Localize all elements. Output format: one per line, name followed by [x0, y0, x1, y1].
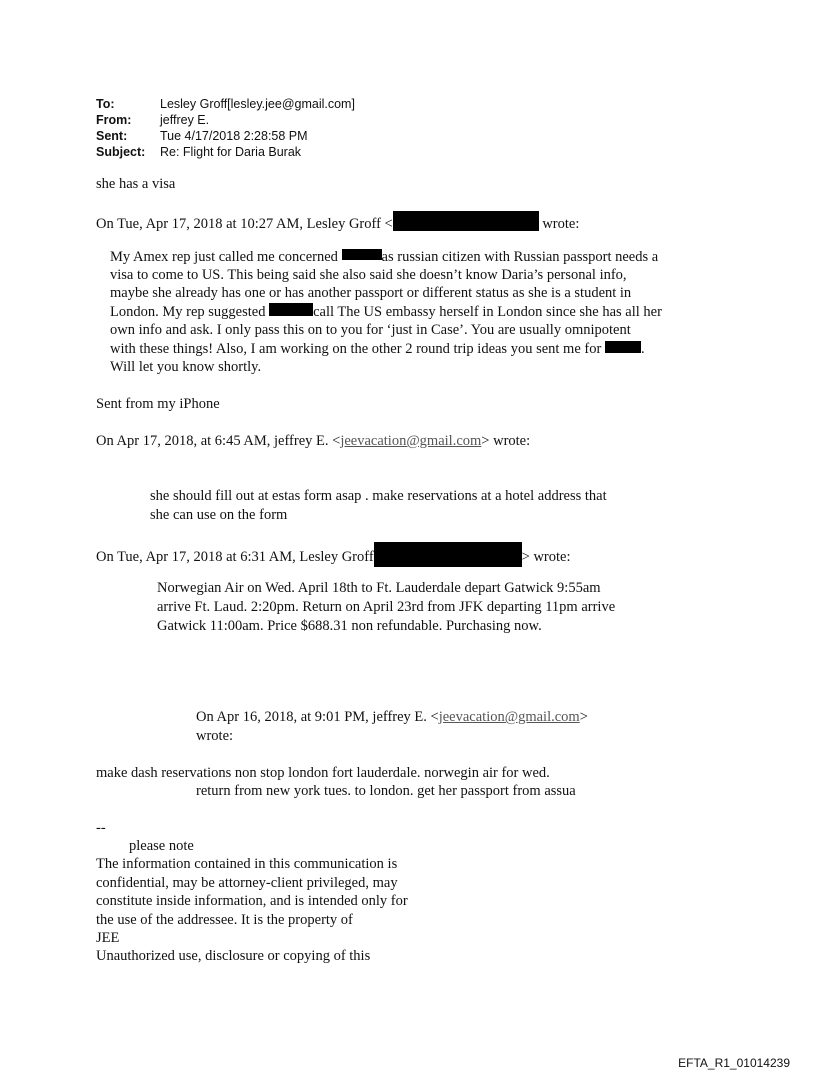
quote2-header — [96, 432, 530, 451]
redaction-block — [374, 542, 522, 567]
signature-line: Unauthorized use, disclosure or copying of this — [96, 948, 371, 964]
quote3-header — [96, 542, 571, 567]
redaction-block — [269, 303, 313, 316]
quote1-line — [110, 303, 662, 322]
quote1-line: own info and ask. I only pass this on to you for ‘just in Case’. You are usually omnipotent — [110, 322, 631, 338]
quote1-line — [110, 340, 645, 359]
quote1-text: My Amex rep just called me concerned — [110, 249, 338, 265]
from-value: jeffrey E. — [160, 113, 210, 127]
signature-line: the use of the addressee. It is the property of — [96, 912, 353, 928]
quote1-line: Will let you know shortly. — [110, 359, 262, 375]
email-header — [96, 96, 355, 160]
quote4-header — [196, 708, 588, 727]
sent-from-text: Sent from my iPhone — [96, 396, 220, 412]
quote4-header-wrote: wrote: — [196, 728, 234, 744]
quote1-text: with these things! Also, I am working on the other 2 round trip ideas you sent me for — [110, 341, 602, 357]
redaction-block — [605, 341, 641, 353]
quote1-header — [96, 211, 579, 234]
quote1-text: as russian citizen with Russian passport needs a — [381, 249, 659, 265]
quote4-line: return from new york tues. to london. get her passport from assua — [196, 783, 576, 799]
quote2-header-text: On Apr 17, 2018, at 6:45 AM, jeffrey E. < — [96, 433, 341, 449]
quote4-line: make dash reservations non stop london fort lauderdale. norwegin air for wed. — [96, 765, 550, 781]
subject-value: Re: Flight for Daria Burak — [160, 145, 302, 159]
signature-separator: -- — [96, 820, 106, 836]
to-label: To: — [96, 97, 115, 111]
quote3-line: arrive Ft. Laud. 2:20pm. Return on April 23rd from JFK departing 11pm arrive — [157, 599, 616, 615]
email-link[interactable]: jeevacation@gmail.com — [340, 433, 482, 449]
bates-number: EFTA_R1_01014239 — [678, 1056, 790, 1070]
redaction-block — [342, 249, 382, 260]
sent-value: Tue 4/17/2018 2:28:58 PM — [160, 129, 308, 143]
quote3-line: Norwegian Air on Wed. April 18th to Ft. Lauderdale depart Gatwick 9:55am — [157, 580, 601, 596]
email-link[interactable]: jeevacation@gmail.com — [438, 709, 580, 725]
quote2-line: she should fill out at estas form asap . make reservations at a hotel address that — [150, 488, 607, 504]
quote1-line — [110, 248, 658, 267]
reply-text: she has a visa — [96, 176, 176, 192]
quote1-line: visa to come to US. This being said she also said she doesn’t know Daria’s personal info, — [110, 267, 627, 283]
quote2-line: she can use on the form — [150, 507, 288, 523]
quote4-header-text: On Apr 16, 2018, at 9:01 PM, jeffrey E. < — [196, 709, 439, 725]
signature-line: please note — [129, 838, 194, 854]
signature-line: confidential, may be attorney-client privileged, may — [96, 875, 398, 891]
quote2-header-wrote: > wrote: — [481, 433, 531, 449]
signature-line: JEE — [96, 930, 120, 946]
signature-line: constitute inside information, and is intended only for — [96, 893, 408, 909]
signature-line: The information contained in this communication is — [96, 856, 398, 872]
redaction-block — [393, 211, 539, 231]
quote1-text: call The US embassy herself in London since she has all her — [313, 304, 662, 320]
quote1-text: London. My rep suggested — [110, 304, 266, 320]
quote1-line: maybe she already has one or has another passport or different status as she is a student in — [110, 285, 632, 301]
quote3-header-wrote: > wrote: — [521, 549, 571, 565]
quote3-line: Gatwick 11:00am. Price $688.31 non refundable. Purchasing now. — [157, 618, 542, 634]
subject-label: Subject: — [96, 145, 146, 159]
quote3-header-text: On Tue, Apr 17, 2018 at 6:31 AM, Lesley Groff — [96, 549, 374, 565]
quote4-header-bracket: > — [579, 709, 588, 725]
quote1-header-text: On Tue, Apr 17, 2018 at 10:27 AM, Lesley Groff < — [96, 216, 393, 232]
quote1-header-wrote: wrote: — [542, 216, 580, 232]
from-label: From: — [96, 113, 132, 127]
quote1-text: . — [640, 341, 645, 357]
to-value: Lesley Groff[lesley.jee@gmail.com] — [160, 97, 355, 111]
sent-label: Sent: — [96, 129, 128, 143]
